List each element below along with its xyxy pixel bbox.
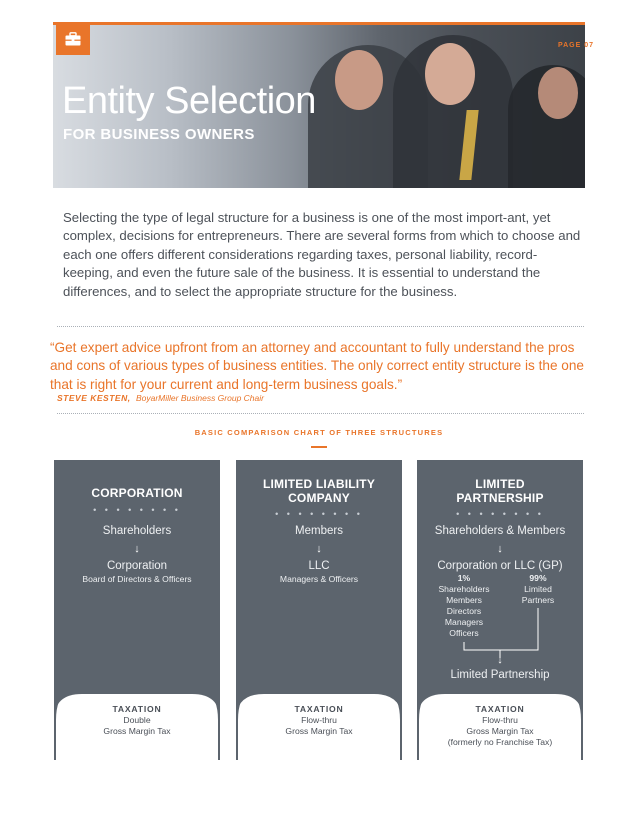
lp-arrow-icon: ↓ xyxy=(497,543,503,555)
column-limited-partnership xyxy=(417,460,583,760)
corporation-entity: Corporation xyxy=(106,560,168,572)
quote-attribution xyxy=(57,393,264,403)
lp-lp-line: Limited xyxy=(524,584,552,594)
lp-result: Limited Partnership xyxy=(450,669,550,681)
quote-author-role: BoyarMiller Business Group Chair xyxy=(135,393,264,403)
corporation-owners: Shareholders xyxy=(102,525,172,537)
intro-paragraph: Selecting the type of legal structure for a business is one of the most import-ant, yet complex, decisions for entrepreneurs. There are several forms from which to choose and each one offers different considerations regarding taxes, personal liability, record-keeping, and even the future sale of the business. It is essential to understand the differences, and to select the appropriate structure for the business. xyxy=(63,210,581,299)
corporation-arrow-icon: ↓ xyxy=(134,543,140,555)
corporation-tax-line1: Double xyxy=(123,715,151,725)
lp-dots: • • • • • • • • xyxy=(456,509,544,519)
page-title: Entity Selection xyxy=(62,80,316,122)
chart-heading-rule xyxy=(311,446,327,448)
llc-owners: Members xyxy=(295,525,343,537)
llc-management: Managers & Officers xyxy=(279,574,359,584)
photo-face-left xyxy=(335,50,383,110)
lp-gp-line: Officers xyxy=(449,628,479,638)
corporation-management: Board of Directors & Officers xyxy=(82,574,192,584)
lp-lp-line: Partners xyxy=(521,595,555,605)
llc-arrow-icon: ↓ xyxy=(316,543,322,555)
page-subtitle: FOR BUSINESS OWNERS xyxy=(63,126,255,143)
lp-gp-line: Managers xyxy=(444,617,484,627)
briefcase-icon-tab xyxy=(56,25,90,55)
lp-tax-line1: Flow-thru xyxy=(482,715,518,725)
llc-tax-line1: Flow-thru xyxy=(301,715,337,725)
corporation-title: CORPORATION xyxy=(91,486,183,500)
corporation-tax-line2: Gross Margin Tax xyxy=(103,726,171,736)
lp-tax-label: TAXATION xyxy=(475,704,525,714)
lp-tax-panel xyxy=(417,690,583,760)
llc-title-line1: LIMITED LIABILITY xyxy=(262,477,376,491)
divider-top xyxy=(57,326,584,327)
chart-heading: BASIC COMPARISON CHART OF THREE STRUCTURES xyxy=(194,428,444,437)
lp-gp-line: Members xyxy=(446,595,482,605)
lp-owners: Shareholders & Members xyxy=(434,525,566,537)
corporation-dots: • • • • • • • • xyxy=(93,505,181,515)
divider-bottom xyxy=(57,413,584,414)
llc-entity: LLC xyxy=(308,560,330,572)
lp-gp-line: Shareholders xyxy=(438,584,490,594)
llc-tax-label: TAXATION xyxy=(294,704,344,714)
quote-author: STEVE KESTEN, xyxy=(57,393,131,403)
briefcase-icon xyxy=(65,32,81,46)
lp-tax-line2: Gross Margin Tax xyxy=(466,726,534,736)
lp-title-line2: PARTNERSHIP xyxy=(456,491,544,505)
lp-gp-percent: 1% xyxy=(457,573,471,583)
lp-tax-line3: (formerly no Franchise Tax) xyxy=(447,737,553,747)
corporation-tax-label: TAXATION xyxy=(112,704,162,714)
column-llc xyxy=(236,460,402,760)
pull-quote: “Get expert advice upfront from an attorney and accountant to fully understand the pros and cons of various types of business entities. The only correct entity structure is the one that is right for your current and long-term business goals.” xyxy=(50,340,584,392)
photo-face-center xyxy=(425,43,475,105)
page-number: PAGE 07 xyxy=(557,42,594,49)
column-corporation xyxy=(54,460,220,760)
llc-title-line2: COMPANY xyxy=(288,491,350,505)
lp-title-line1: LIMITED xyxy=(475,477,525,491)
photo-face-right xyxy=(538,67,578,119)
llc-tax-panel xyxy=(236,690,402,760)
llc-dots: • • • • • • • • xyxy=(275,509,363,519)
corporation-tax-panel xyxy=(54,690,220,760)
lp-entity: Corporation or LLC (GP) xyxy=(437,560,563,572)
lp-merge-arrow-icon: ↓ xyxy=(497,654,503,666)
lp-gp-line: Directors xyxy=(446,606,482,616)
llc-tax-line2: Gross Margin Tax xyxy=(285,726,353,736)
lp-lp-percent: 99% xyxy=(529,573,547,583)
